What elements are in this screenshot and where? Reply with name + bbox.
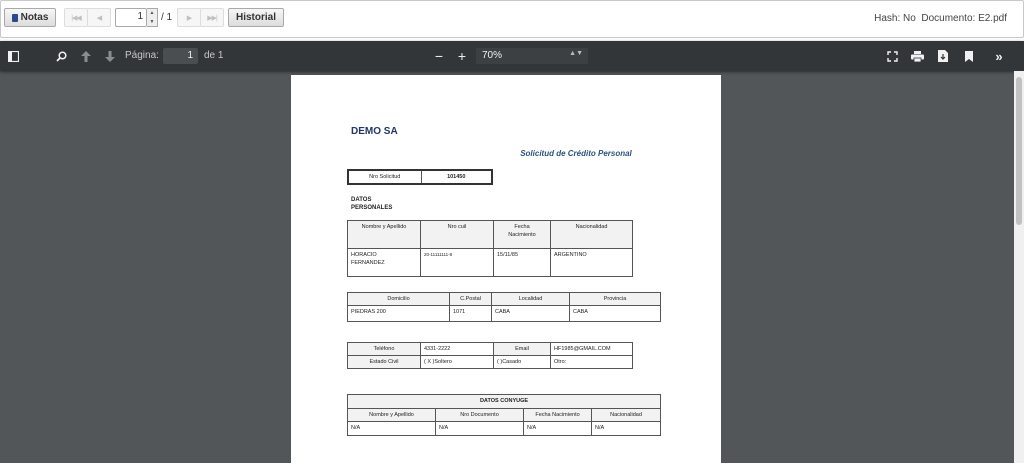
company-name: DEMO SA [351, 126, 398, 137]
page-spinner[interactable] [147, 8, 158, 27]
download-icon[interactable] [937, 49, 949, 63]
zoom-value: 70% [482, 50, 503, 61]
zoom-out-button[interactable]: − [434, 48, 444, 64]
zoom-in-button[interactable]: + [457, 48, 467, 64]
viewer-page-total: de 1 [204, 50, 224, 61]
table-header: Domicilio [348, 293, 450, 306]
document-label: Documento: [921, 13, 976, 24]
table-cell: ARGENTINO [551, 249, 633, 277]
phone-value: 4331-2222 [421, 343, 494, 356]
table-cell: 20-11111111-8 [421, 249, 494, 277]
last-page-button[interactable]: ▶▶| [200, 8, 224, 27]
table-cell: 15/11/85 [494, 249, 551, 277]
print-icon[interactable] [910, 49, 924, 63]
spin-up-icon[interactable]: ▲ [149, 10, 155, 16]
table-header: Nombre y Apellido [348, 409, 436, 422]
fit-page-icon[interactable] [886, 49, 898, 63]
spouse-table [347, 394, 661, 436]
table-row [348, 422, 661, 436]
table-cell: HORACIO FERNANDEZ [348, 249, 421, 277]
personal-section-title [351, 196, 392, 212]
hash-label: Hash: [874, 13, 901, 24]
note-icon [12, 14, 18, 22]
arrow-down-icon[interactable] [104, 49, 116, 63]
viewer-page-input[interactable]: 1 [163, 48, 198, 64]
table-header: Nacionalidad [592, 409, 661, 422]
pdf-toolbar [0, 41, 1024, 71]
notes-button[interactable] [4, 8, 56, 27]
table-row [348, 249, 633, 277]
more-tools-icon[interactable]: » [995, 48, 1003, 64]
document-info [874, 13, 1007, 24]
civil-other: Otro: [551, 356, 633, 369]
app-toolbar [0, 0, 1024, 38]
table-cell: CABA [492, 306, 570, 322]
email-label: Email [494, 343, 551, 356]
table-header: Nacionalidad [551, 221, 633, 249]
contact-table [347, 342, 633, 369]
table-header: Nombre y Apellido [348, 221, 421, 249]
document-title: Solicitud de Crédito Personal [520, 149, 632, 158]
table-header: Nro Documento [436, 409, 524, 422]
spin-down-icon[interactable]: ▼ [149, 19, 155, 25]
viewer-scrollbar[interactable] [1014, 71, 1024, 463]
civil-single: ( X )Soltero [421, 356, 494, 369]
solicitud-label: Nro Solicitud [348, 170, 421, 184]
page-label: Página: [125, 50, 159, 61]
table-cell: N/A [348, 422, 436, 436]
civil-married: ( )Casado [494, 356, 551, 369]
table-header: Fecha Nacimiento [494, 221, 551, 249]
zoom-select[interactable] [476, 48, 588, 64]
next-page-button[interactable]: ▶ [177, 8, 201, 27]
sidebar-toggle-icon[interactable] [7, 49, 19, 63]
table-cell: N/A [592, 422, 661, 436]
arrow-up-icon[interactable] [80, 49, 92, 63]
personal-table [347, 220, 633, 277]
table-header: C.Postal [450, 293, 492, 306]
spouse-section-title: DATOS CONYUGE [348, 395, 661, 409]
prev-page-button[interactable]: ◀ [87, 8, 111, 27]
notes-button-label: Notas [20, 12, 49, 23]
table-row [348, 343, 633, 356]
table-row [348, 356, 633, 369]
email-value: HF1985@GMAIL.COM [551, 343, 633, 356]
search-icon[interactable] [55, 49, 67, 63]
page-total: / 1 [161, 12, 173, 23]
personal-title-line2: PERSONALES [351, 205, 393, 211]
table-header: Nro cuil [421, 221, 494, 249]
table-row [348, 395, 661, 409]
table-row [348, 409, 661, 422]
table-cell: N/A [524, 422, 592, 436]
table-cell: 1071 [450, 306, 492, 322]
table-header: Provincia [570, 293, 661, 306]
table-cell: CABA [570, 306, 661, 322]
page-number-input[interactable]: 1 [115, 8, 147, 27]
table-row [348, 221, 633, 249]
table-header: Fecha Nacimiento [524, 409, 592, 422]
document-value: E2.pdf [978, 13, 1007, 24]
table-row [348, 306, 661, 322]
personal-title-line1: DATOS [351, 197, 372, 203]
hash-value: No [903, 13, 916, 24]
civil-status-label: Estado Civil [348, 356, 421, 369]
phone-label: Teléfono [348, 343, 421, 356]
history-button[interactable]: Historial [228, 8, 284, 27]
bookmark-icon[interactable] [963, 49, 975, 63]
scrollbar-thumb[interactable] [1016, 77, 1022, 225]
table-cell: PIEDRAS 200 [348, 306, 450, 322]
table-row [348, 293, 661, 306]
first-page-button[interactable]: |◀◀ [64, 8, 88, 27]
address-table [347, 292, 661, 322]
table-header: Localidad [492, 293, 570, 306]
solicitud-value: 101450 [421, 170, 492, 184]
chevron-updown-icon: ▲▼ [569, 50, 583, 57]
pdf-viewer [0, 41, 1024, 463]
pdf-page [291, 75, 721, 475]
table-cell: N/A [436, 422, 524, 436]
solicitud-table [347, 169, 493, 185]
